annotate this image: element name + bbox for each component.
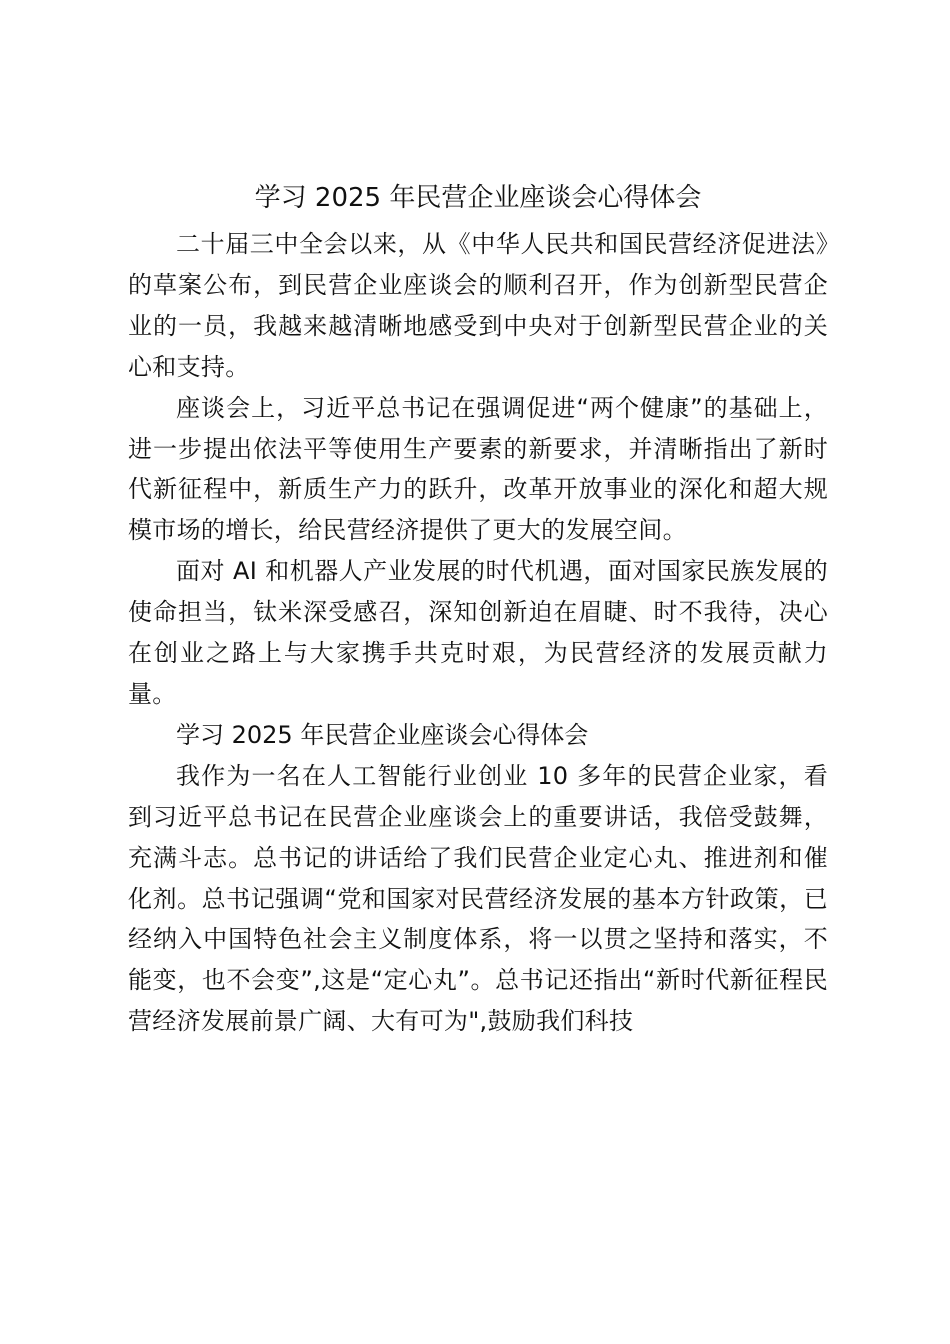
paragraph-1: 二十届三中全会以来，从《中华人民共和国民营经济促进法》的草案公布，到民营企业座谈会的顺利召开，作为创新型民营企业的一员，我越来越清晰地感受到中央对于创新型民营企业的关心和支持。 — [128, 230, 828, 381]
document-page — [128, 172, 828, 1042]
paragraph-3: 面对 AI 和机器人产业发展的时代机遇，面对国家民族发展的使命担当，钛米深受感召，深知创新迫在眉睫、时不我待，决心在创业之路上与大家携手共克时艰，为民营经济的发展贡献力量。 — [128, 557, 828, 708]
paragraph-2: 座谈会上，习近平总书记在强调促进“两个健康”的基础上，进一步提出依法平等使用生产要素的新要求，并清晰指出了新时代新征程中，新质生产力的跃升，改革开放事业的深化和超大规模市场的增长，给民营经济提供了更大的发展空间。 — [128, 393, 828, 545]
paragraph-4: 我作为一名在人工智能行业创业 10 多年的民营企业家，看到习近平总书记在民营企业座谈会上的重要讲话，我倍受鼓舞，充满斗志。总书记的讲话给了我们民营企业定心丸、推进剂和催化剂。总书记强调“党和国家对民营经济发展的基本方针政策，已经纳入中国特色社会主义制度体系，将一以贯之坚持和落实，不能变，也不会变”,这是“定心丸”。总书记还指出“新时代新征程民营经济发展前景广阔、大有可为",鼓励我们科技 — [128, 761, 828, 1036]
document-title: 学习 2025 年民营企业座谈会心得体会 — [254, 183, 702, 213]
section-subtitle: 学习 2025 年民营企业座谈会心得体会 — [176, 720, 589, 749]
